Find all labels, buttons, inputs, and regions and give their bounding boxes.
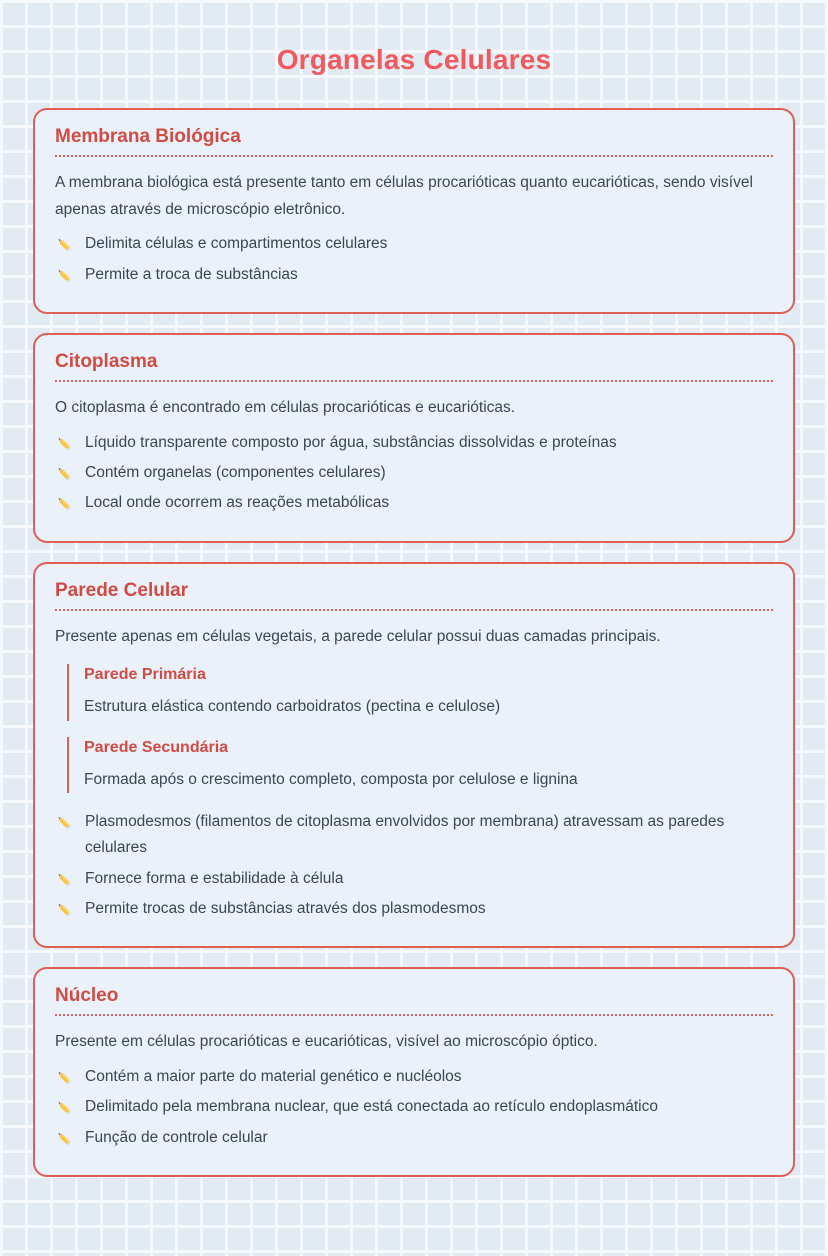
pencil-icon [55,464,74,483]
section-description: A membrana biológica está presente tanto em células procarióticas quanto eucarióticas, sendo visível apenas através de microscópio eletrônico. [55,174,753,218]
pencil-icon [55,434,74,453]
bullet-item [55,231,773,257]
section-card [33,967,795,1177]
bullet-item [55,1094,773,1120]
bullet-item [55,1125,773,1151]
bullet-item [55,262,773,288]
subsection-text: Estrutura elástica contendo carboidratos (pectina e celulose) [84,698,501,716]
subsection-title: Parede Primária [84,666,206,684]
section-title: Membrana Biológica [55,126,773,157]
bullet-text: Delimita células e compartimentos celulares [85,235,388,253]
pencil-icon [55,1129,74,1148]
bullet-text: Contém organelas (componentes celulares) [85,464,386,481]
pencil-icon [55,1068,74,1087]
cards [33,108,795,1177]
bullet-text: Permite trocas de substâncias através dos plasmodesmos [85,899,486,917]
section-description: Presente em células procarióticas e eucarióticas, visível ao microscópio óptico. [55,1033,598,1051]
pencil-icon [55,235,74,254]
page-title: Organelas Celulares [276,44,552,75]
section-description: O citoplasma é encontrado em células procarióticas e eucarióticas. [55,399,516,416]
subsection-text: Formada após o crescimento completo, composta por celulose e lignina [84,770,578,788]
bullet-item [55,490,773,516]
bullet-text: Permite a troca de substâncias [85,265,298,283]
bullet-item [55,866,773,892]
subsection [67,737,773,793]
bullet-text: Delimitado pela membrana nuclear, que está conectada ao retículo endoplasmático [85,1098,658,1116]
pencil-icon [55,900,74,919]
pencil-icon [55,813,74,832]
bullet-item [55,460,773,486]
bullet-text: Plasmodesmos (filamentos de citoplasma envolvidos por membrana) atravessam as paredes celulares [85,812,725,857]
bullet-list [55,231,773,288]
bullet-text: Contém a maior parte do material genético e nucléolos [85,1067,462,1085]
pencil-icon [55,870,74,889]
pencil-icon [55,266,74,285]
subsection [67,664,773,720]
section-card [33,562,795,949]
subsection-list [55,664,773,793]
bullet-list [55,809,773,922]
bullet-text: Líquido transparente composto por água, substâncias dissolvidas e proteínas [85,433,617,451]
section-title: Núcleo [55,985,773,1016]
section-title: Parede Celular [55,580,773,611]
bullet-text: Fornece forma e estabilidade à célula [85,869,344,887]
pencil-icon [55,494,74,513]
bullet-item [55,896,773,922]
bullet-item [55,430,773,456]
section-card [33,108,795,314]
bullet-list [55,430,773,517]
bullet-text: Função de controle celular [85,1128,268,1146]
section-description: Presente apenas em células vegetais, a parede celular possui duas camadas principais. [55,627,661,645]
section-card [33,333,795,543]
section-title: Citoplasma [55,351,773,382]
bullet-item [55,1064,773,1090]
bullet-list [55,1064,773,1151]
bullet-item [55,809,773,862]
bullet-text: Local onde ocorrem as reações metabólicas [85,494,390,512]
pencil-icon [55,1098,74,1117]
subsection-title: Parede Secundária [84,738,229,756]
